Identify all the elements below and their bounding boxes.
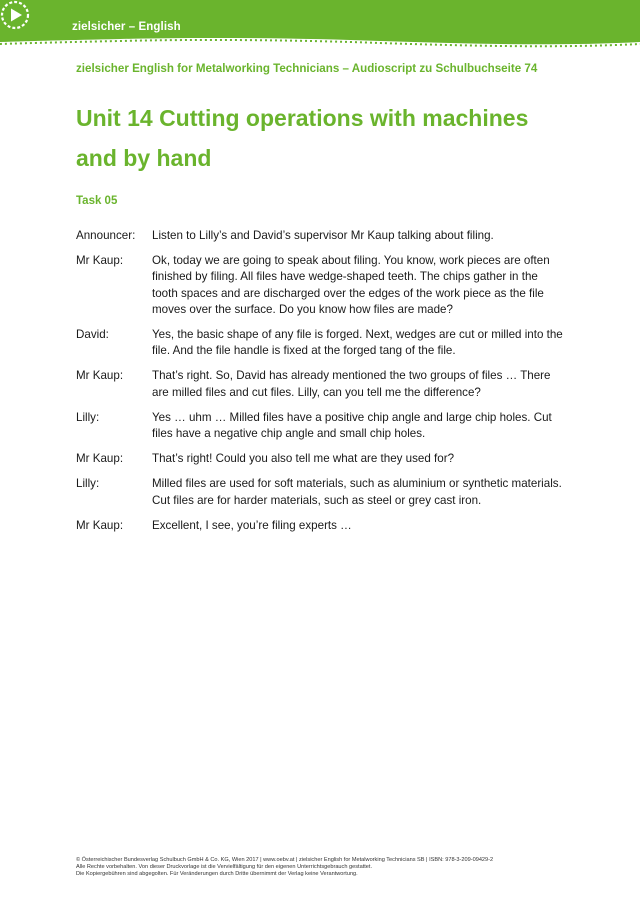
- dialogue: [76, 228, 566, 543]
- play-circle-icon: [0, 0, 30, 30]
- task-label: Task 05: [76, 195, 118, 207]
- utterance: Yes, the basic shape of any file is forged. Next, wedges are cut or milled into the file. And the file handle is fixed at the forged tang of the file.: [152, 328, 563, 358]
- dialogue-row: [76, 451, 566, 467]
- dialogue-row: [76, 410, 566, 442]
- footer-line-3: Die Kopiergebühren sind abgegolten. Für Veränderungen durch Dritte übernimmt der Verlag keine Verantwortung.: [76, 871, 358, 877]
- utterance: Excellent, I see, you’re filing experts …: [152, 518, 352, 532]
- header-banner: [0, 0, 640, 52]
- speaker: Mr Kaup:: [76, 369, 124, 383]
- dialogue-row: [76, 228, 566, 244]
- speaker: Lilly:: [76, 477, 100, 491]
- utterance: Listen to Lilly’s and David’s supervisor Mr Kaup talking about filing.: [152, 229, 494, 242]
- speaker: Mr Kaup:: [76, 452, 124, 466]
- speaker: Mr Kaup:: [76, 518, 124, 532]
- brand-name: zielsicher – English: [72, 21, 181, 33]
- dialogue-row: [76, 253, 566, 318]
- speaker: Announcer:: [76, 229, 136, 242]
- dialogue-row: [76, 327, 566, 359]
- utterance: That’s right! Could you also tell me what are they used for?: [152, 452, 455, 466]
- speaker: Mr Kaup:: [76, 254, 124, 268]
- dialogue-row: [76, 518, 566, 534]
- utterance: Yes … uhm … Milled files have a positive chip angle and large chip holes. Cut files have a negative chip angle and small chip holes.: [152, 410, 552, 441]
- footer-line-2: Alle Rechte vorbehalten. Von dieser Druckvorlage ist die Vervielfältigung für den eigenen Unterrichtsgebrauch gestattet.: [76, 864, 373, 870]
- utterance: Ok, today we are going to speak about filing. You know, work pieces are often finished by filing. All files have wedge-shaped teeth. The chips gather in the tooth spaces and are discharged over the edges of the work piece as the file moves over the surface. Do you know how files are made?: [152, 254, 550, 316]
- speaker: David:: [76, 328, 109, 342]
- title-line-2: and by hand: [76, 145, 212, 171]
- page-title: [76, 98, 596, 178]
- utterance: That’s right. So, David has already mentioned the two groups of files … There are milled files and cut files. Lilly, can you tell me the difference?: [152, 369, 551, 399]
- footer-line-1: © Österreichischer Bundesverlag Schulbuch GmbH & Co. KG, Wien 2017 | www.oebv.at | zielsicher English for Metalworking Technicians SB | ISBN: 978-3-209-09429-2: [76, 857, 494, 863]
- dialogue-row: [76, 368, 566, 400]
- dialogue-row: [76, 476, 566, 508]
- copyright-footer: [76, 857, 576, 878]
- title-line-1: Unit 14 Cutting operations with machines: [76, 105, 529, 131]
- utterance: Milled files are used for soft materials, such as aluminium or synthetic materials. Cut files are for harder materials, such as steel or grey cast iron.: [152, 477, 562, 507]
- page-subtitle: zielsicher English for Metalworking Technicians – Audioscript zu Schulbuchseite 74: [76, 62, 538, 75]
- speaker: Lilly:: [76, 410, 100, 424]
